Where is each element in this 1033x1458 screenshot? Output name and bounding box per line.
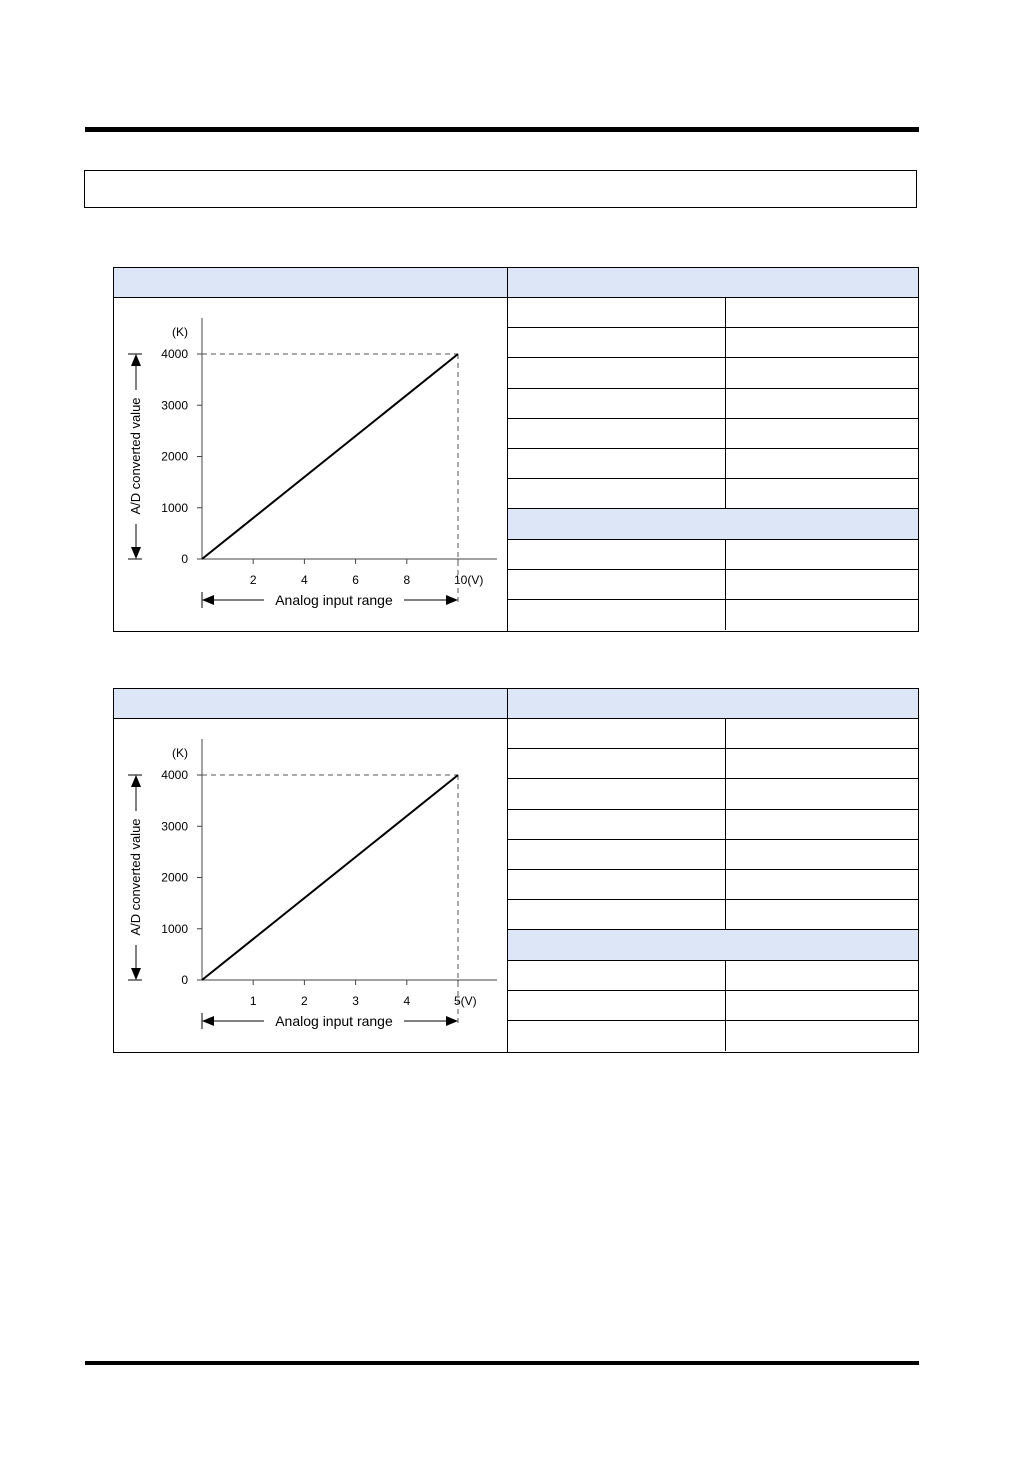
section-title-box: [84, 170, 917, 208]
x-range-arrow-left: [202, 595, 214, 605]
x-range-arrow-right: [446, 1016, 458, 1026]
y-tick-label: 1000: [161, 921, 188, 936]
table-row: [508, 419, 918, 449]
y-tick-label: 4000: [161, 768, 188, 782]
data-line: [202, 775, 458, 980]
y-unit-label: (K): [172, 325, 188, 339]
chart-svg: [114, 719, 507, 1052]
table-row: [508, 449, 918, 479]
table-row: [508, 961, 918, 991]
x-axis-label: Analog input range: [275, 1013, 393, 1029]
table-row: [508, 900, 918, 930]
x-axis-label: Analog input range: [275, 592, 393, 608]
y-tick-label: 4000: [161, 347, 188, 361]
x-tick-label: 10(V): [454, 573, 484, 587]
x-range-arrow-right: [446, 595, 458, 605]
x-range-arrow-left: [202, 1016, 214, 1026]
y-range-arrow-down: [131, 968, 141, 980]
y-range-arrow-up: [131, 354, 141, 366]
y-unit-label: (K): [172, 746, 188, 760]
header-rule: [85, 127, 919, 132]
x-tick-label: 5(V): [454, 994, 477, 1008]
conversion-chart-1: [114, 298, 507, 631]
y-tick-label: 0: [181, 552, 188, 566]
spec-table-2: [508, 719, 918, 1051]
x-tick-label: 3: [352, 994, 359, 1008]
data-line: [202, 354, 458, 559]
conversion-chart-2: [114, 719, 507, 1052]
y-tick-label: 0: [181, 973, 188, 987]
footer-rule: [85, 1361, 919, 1365]
table-row: [508, 991, 918, 1021]
table-row: [508, 749, 918, 779]
y-range-arrow-down: [131, 547, 141, 559]
table-subheader-row: [508, 509, 918, 539]
table-row: [508, 870, 918, 900]
x-tick-label: 8: [403, 573, 411, 587]
x-tick-label: 1: [249, 994, 257, 1008]
table-row: [508, 570, 918, 600]
table-row: [508, 479, 918, 509]
x-tick-label: 4: [403, 994, 411, 1008]
table-row: [508, 719, 918, 749]
x-tick-label: 2: [249, 573, 257, 587]
y-tick-label: 2000: [161, 870, 188, 885]
table-row: [508, 810, 918, 840]
table-row: [508, 840, 918, 870]
y-tick-label: 2000: [161, 449, 188, 464]
table-row: [508, 328, 918, 358]
y-tick-label: 3000: [161, 398, 188, 413]
spec-table-1: [508, 298, 918, 630]
table-row: [508, 358, 918, 388]
table-row: [508, 389, 918, 419]
y-range-arrow-up: [131, 775, 141, 787]
x-tick-label: 2: [301, 994, 308, 1008]
section-header-band: [114, 689, 918, 719]
x-tick-label: 4: [301, 573, 308, 587]
y-tick-label: 3000: [161, 819, 188, 834]
table-row: [508, 1021, 918, 1051]
table-row: [508, 298, 918, 328]
table-row: [508, 600, 918, 630]
range-section-2: [113, 688, 919, 1053]
y-tick-label: 1000: [161, 500, 188, 515]
chart-svg: [114, 298, 507, 631]
x-tick-label: 6: [352, 573, 359, 587]
y-axis-label: A/D converted value: [128, 397, 143, 515]
table-row: [508, 779, 918, 809]
section-header-band: [114, 268, 918, 298]
range-section-1: [113, 267, 919, 632]
y-axis-label: A/D converted value: [128, 818, 143, 936]
table-row: [508, 540, 918, 570]
table-subheader-row: [508, 930, 918, 960]
